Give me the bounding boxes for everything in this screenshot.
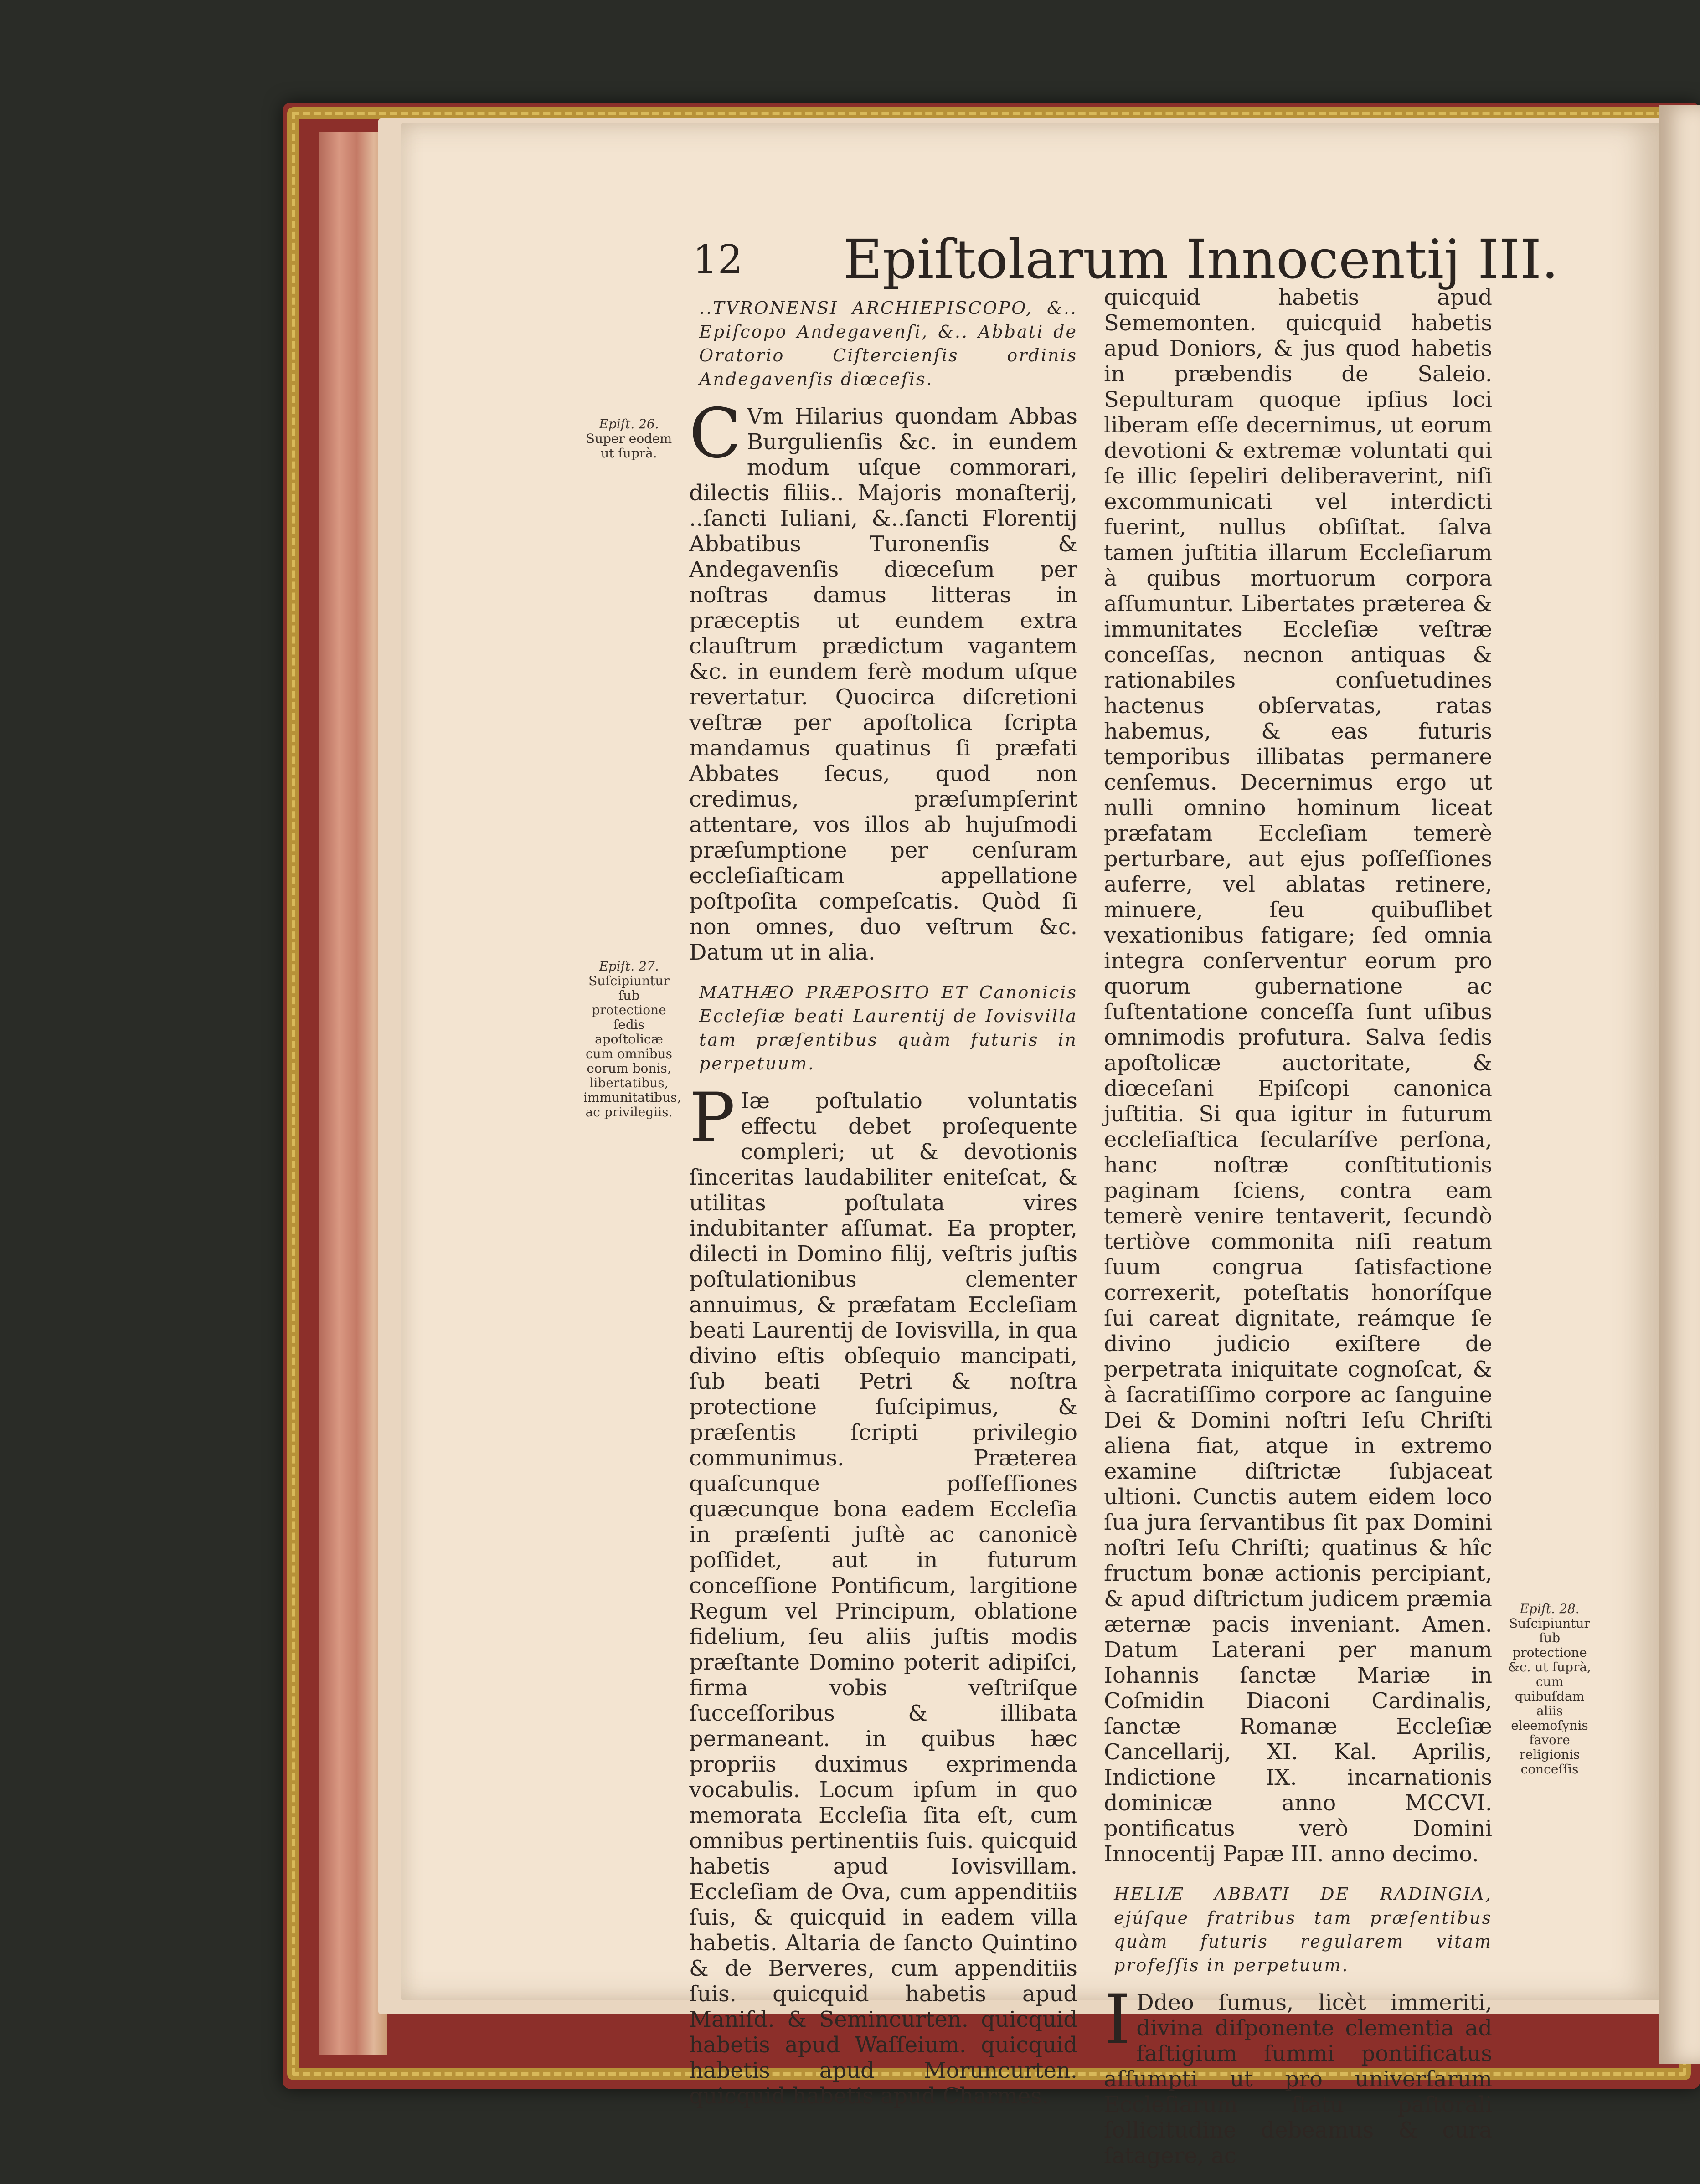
drop-cap-1: C [689, 394, 742, 473]
letter-27 [689, 1079, 1077, 2109]
letter-27-text: Iæ poſtulatio voluntatis effectu debet proſequente compleri; ut & devotionis ſinceritas laudabiliter eniteſcat, & utilitas poſtulata vires indubitanter aſſumat. Ea propter, dilecti in Domino filij, veſtris juſtis poſtulationibus clementer annuimus, & præfatam Eccleſiam beati Laurentij de Iovisvilla, in qua divino eſtis obſequio mancipati, ſub beati Petri & noſtra protectione ſuſcipimus, & præſentis ſcripti privilegio communimus. Præterea quaſcunque poſſeſſiones quæcunque bona eadem Eccleſia in præſenti juſtè ac canonicè poſſidet, aut in futurum conceſſione Pontificum, largitione Regum vel Principum, oblatione fidelium, ſeu aliis juſtis modis præſtante Domino poterit adipiſci, firma vobis veſtriſque ſucceſſoribus & illibata permaneant. in quibus hæc propriis duximus exprimenda vocabulis. Locum ipſum in quo memorata Eccleſia ſita eſt, cum omnibus pertinentiis ſuis. quicquid habetis apud Iovisvillam. Eccleſiam de Ova, cum appenditiis ſuis, & quicquid in eadem villa habetis. Altaria de ſancto Quintino & de Berveres, cum appenditiis ſuis. quicquid habetis apud Maniſd. & Semincurten. quicquid habetis apud Waſſeium. quicquid habetis apud Moruncurten. quicquid habetis apud Charmes. [689, 1088, 1077, 2109]
letter-26-text: Vm Hilarius quondam Abbas Burgulienſis &c. in eundem modum uſque commorari, dilectis filiis.. Majoris monaſterij, ..ſancti Iuliani, &..ſancti Florentij Abbatibus Turonenſis & Andegavenſis diœceſum per noſtras damus litteras in præceptis ut eundem extra clauſtrum prædictum vagantem &c. in eundem ferè modum uſque revertatur. Quocirca diſcretioni veſtræ per apoſtolica ſcripta mandamus quatinus ſi præfati Abbates ſecus, quod non credimus, præſumpſerint attentare, vos illos ab hujuſmodi præſumptione per cenſuram eccleſiaſticam appellatione poſtpoſita compeſcatis. Quòd ſi non omnes, duo veſtrum &c. Datum ut in alia. [689, 404, 1077, 965]
letter-heading-1: ..TVRONENSI ARCHIEPISCOPO, &.. Epiſcopo Andegavenſi, &.. Abbati de Oratorio Ciſtercienſis ordinis Andegavenſis diœceſis. [699, 298, 1077, 389]
margin-note-ref: Epiſt. 26. [599, 416, 659, 432]
letter-heading-2: MATHÆO PRÆPOSITO ET Canonicis Eccleſiæ beati Laurentij de Iovisvilla tam præſentibus quàm futuris in perpetuum. [699, 982, 1077, 1074]
right-column [1104, 285, 1492, 2184]
left-column [689, 296, 1077, 2124]
margin-note-28 [1504, 1602, 1595, 1777]
margin-note-ref: Epiſt. 28. [1520, 1601, 1580, 1616]
letter-28-text: Ddeo ſumus, licèt immeriti, divina diſponente clementia ad faſtigium ſummi pontificatus aſſumpti ut pro univerſarum Eccleſiarum ſtatu paſtorali ſollicitudine debeamus & cura ſatagere, ac [1104, 1990, 1492, 2169]
facing-page-edge [1659, 105, 1700, 2064]
margin-note-text: Super eodem ut ſuprà. [586, 431, 672, 461]
drop-cap-2: P [689, 1079, 735, 1158]
margin-note-text: Suſcipiuntur ſub protectione ſedis apoſtolicæ cum omnibus eorum bonis, libertatibus, immunitatibus, ac privilegiis. [583, 973, 681, 1120]
margin-note-text: Suſcipiuntur ſub protectione &c. ut ſuprà, cum quibuſdam aliis eleemoſynis favore religionis conceſſis [1508, 1616, 1591, 1777]
letter-28 [1104, 1980, 1492, 2169]
margin-note-26 [583, 417, 675, 461]
running-title: Epiſtolarum Innocentij III. [843, 228, 1559, 291]
letter-heading-3: HELIÆ ABBATI DE RADINGIA, ejúſque fratribus tam præſentibus quàm futuris regularem vitam profeſſis in perpetuum. [1114, 1884, 1492, 1975]
drop-cap-3: I [1104, 1980, 1131, 2060]
letter-26 [689, 394, 1077, 965]
margin-note-27 [583, 959, 681, 1120]
marbled-endpaper [319, 132, 387, 2055]
page-number: 12 [693, 237, 743, 283]
page-header [693, 228, 1559, 292]
letter-27-continuation: quicquid habetis apud Sememonten. quicquid habetis apud Doniors, & jus quod habetis in præbendis de Saleio. Sepulturam quoque ipſius loci liberam eſſe decernimus, ut eorum devotioni & extremæ voluntati qui ſe illic ſepeliri deliberaverint, niſi excommunicati vel interdicti fuerint, nullus obſiſtat. ſalva tamen juſtitia illarum Eccleſiarum à quibus mortuorum corpora aſſumuntur. Libertates præterea & immunitates Eccleſiæ veſtræ conceſſas, necnon antiquas & rationabiles conſuetudines hactenus obſervatas, ratas habemus, & eas futuris temporibus illibatas permanere cenſemus. Decernimus ergo ut nulli omnino hominum liceat præfatam Eccleſiam temerè perturbare, aut ejus poſſeſſiones auferre, vel ablatas retinere, minuere, ſeu quibuſlibet vexationibus fatigare; ſed omnia integra conſerventur eorum pro quorum gubernatione ac ſuſtentatione conceſſa ſunt uſibus omnimodis profutura. Salva ſedis apoſtolicæ auctoritate, & diœceſani Epiſcopi canonica juſtitia. Si qua igitur in futurum eccleſiaſtica ſecularíſve perſona, hanc noſtræ conſtitutionis paginam ſciens, contra eam temerè venire tentaverit, ſecundò tertiòve commonita niſi reatum ſuum congrua ſatisfactione correxerit, poteſtatis honoríſque ſui careat dignitate, reámque ſe divino judicio exiſtere de perpetrata iniquitate cognoſcat, & à ſacratiſſimo corpore ac ſanguine Dei & Domini noſtri Ieſu Chriſti aliena fiat, atque in extremo examine diſtrictæ ſubjaceat ultioni. Cunctis autem eidem loco ſua jura ſervantibus ſit pax Domini noſtri Ieſu Chriſti; quatinus & hîc fructum bonæ actionis percipiant, & apud diſtrictum judicem præmia æternæ pacis inveniant. Amen. Datum Laterani per manum Iohannis ſanctæ Mariæ in Coſmidin Diaconi Cardinalis, ſanctæ Romanæ Eccleſiæ Cancellarij, XI. Kal. Aprilis, Indictione IX. incarnationis dominicæ anno MCCVI. pontificatus verò Domini Innocentij Papæ III. anno decimo. [1104, 285, 1492, 1867]
margin-note-ref: Epiſt. 27. [599, 959, 659, 974]
